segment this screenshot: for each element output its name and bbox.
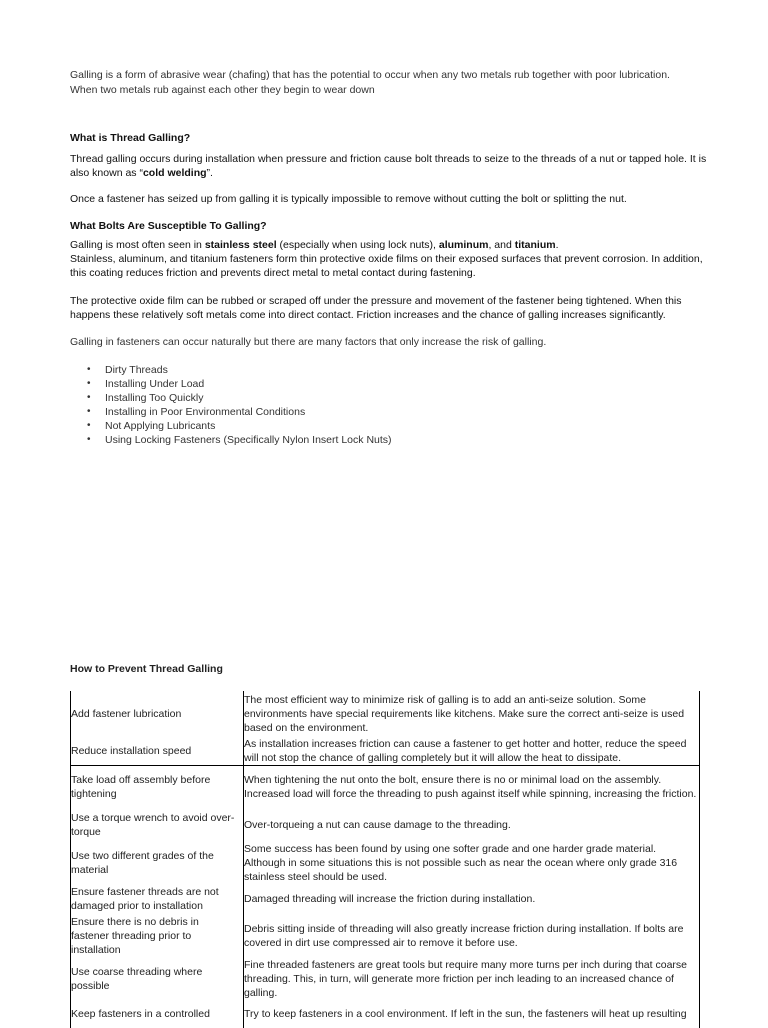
prevent-table-title: How to Prevent Thread Galling	[70, 663, 223, 675]
method-cell: Use a torque wrench to avoid over-torque	[71, 808, 244, 842]
prevent-galling-table	[70, 691, 700, 1028]
what-is-text: Thread galling occurs during installation when pressure and friction cause bolt threads to seize to the threads of a nut or tapped hole. It is also known as “	[70, 153, 707, 179]
what-is-heading: What is Thread Galling?	[70, 132, 191, 144]
table-row	[71, 914, 700, 958]
table-row	[71, 1000, 700, 1028]
table-row	[71, 766, 700, 808]
cold-welding-term: cold welding	[142, 167, 207, 179]
stainless-steel-term: stainless steel	[204, 239, 277, 251]
seized-text: Once a fastener has seized up from galling it is typically impossible to remove without cutting the bolt or splitting the nut.	[70, 193, 627, 205]
titanium-term: titanium	[514, 239, 556, 251]
method-cell: Add fastener lubrication	[71, 691, 244, 737]
risk-factors-list	[70, 363, 392, 447]
table-row	[71, 737, 700, 766]
what-is-text-end: ”.	[206, 167, 213, 179]
list-item: • Using Locking Fasteners (Specifically Nylon Insert Lock Nuts)	[70, 433, 392, 447]
factors-intro-text: Galling in fasteners can occur naturally but there are many factors that only increase the risk of galling.	[70, 336, 547, 348]
intro-line-2: When two metals rub against each other they begin to wear down	[70, 84, 375, 96]
list-item: • Installing Too Quickly	[70, 391, 392, 405]
aluminum-term: aluminum	[438, 239, 489, 251]
list-item: • Installing Under Load	[70, 377, 392, 391]
oxide-removal-text: The protective oxide film can be rubbed or scraped off under the pressure and movement of the fastener being tightened. When this happens these relatively soft metals come into direct contact. Friction increases and the chance of galling increases significantly.	[70, 295, 682, 321]
intro-line-1: Galling is a form of abrasive wear (chafing) that has the potential to occur when any two metals rub together with poor lubrication.	[70, 69, 670, 81]
detail-cell: Debris sitting inside of threading will also greatly increase friction during installation. If bolts are covered in dirt use compressed air to remove it before use.	[244, 914, 700, 958]
table-row	[71, 884, 700, 914]
method-cell: Keep fasteners in a controlled	[71, 1000, 244, 1028]
susceptible-heading: What Bolts Are Susceptible To Galling?	[70, 220, 267, 232]
method-cell: Ensure fastener threads are not damaged prior to installation	[71, 884, 244, 914]
susceptible-text-e: , and	[488, 239, 515, 251]
table-row	[71, 842, 700, 884]
detail-cell: Try to keep fasteners in a cool environment. If left in the sun, the fasteners will heat up resulting	[244, 1000, 700, 1028]
method-cell: Ensure there is no debris in fastener threading prior to installation	[71, 914, 244, 958]
oxide-removal-paragraph	[70, 294, 710, 322]
list-item: • Dirty Threads	[70, 363, 392, 377]
seized-paragraph	[70, 192, 710, 206]
susceptible-heading-block	[70, 219, 710, 233]
table-row	[71, 958, 700, 1000]
detail-cell: The most efficient way to minimize risk of galling is to add an anti-seize solution. Some environments have special requirements like kitchens. Make sure the correct anti-seize is used based on the environment.	[244, 691, 700, 737]
method-cell: Reduce installation speed	[71, 737, 244, 766]
table-row	[71, 808, 700, 842]
factors-intro-paragraph	[70, 335, 710, 349]
detail-cell: When tightening the nut onto the bolt, ensure there is no or minimal load on the assembly. Increased load will force the threading to push against itself while spinning, increasing the friction.	[244, 766, 700, 808]
what-is-heading-block	[70, 131, 710, 145]
method-cell: Use coarse threading where possible	[71, 958, 244, 1000]
oxide-film-text: Stainless, aluminum, and titanium fasteners form thin protective oxide films on their exposed surfaces that prevent corrosion. In addition, this coating reduces friction and prevents direct metal to metal contact during fastening.	[70, 253, 703, 279]
susceptible-text-a: Galling is most often seen in	[70, 239, 205, 251]
detail-cell: Fine threaded fasteners are great tools but require many more turns per inch during that coarse threading. This, in turn, will generate more friction per inch leading to an increased chance of galling.	[244, 958, 700, 1000]
method-cell: Take load off assembly before tightening	[71, 766, 244, 808]
method-cell: Use two different grades of the material	[71, 842, 244, 884]
detail-cell: Over-torqueing a nut can cause damage to the threading.	[244, 808, 700, 842]
intro-paragraph	[70, 68, 710, 98]
detail-cell: As installation increases friction can cause a fastener to get hotter and hotter, reduce the speed will not stop the chance of galling completely but it will allow the heat to dissipate.	[244, 737, 700, 766]
list-item: • Not Applying Lubricants	[70, 419, 392, 433]
susceptible-text-g: .	[555, 239, 559, 251]
susceptible-paragraph	[70, 238, 710, 280]
what-is-paragraph	[70, 152, 710, 180]
detail-cell: Some success has been found by using one softer grade and one harder grade material. Although in some situations this is not possible such as near the ocean where only grade 316 stainless steel should be used.	[244, 842, 700, 884]
detail-cell: Damaged threading will increase the friction during installation.	[244, 884, 700, 914]
list-item: • Installing in Poor Environmental Conditions	[70, 405, 392, 419]
susceptible-text-c: (especially when using lock nuts),	[276, 239, 439, 251]
table-row	[71, 691, 700, 737]
